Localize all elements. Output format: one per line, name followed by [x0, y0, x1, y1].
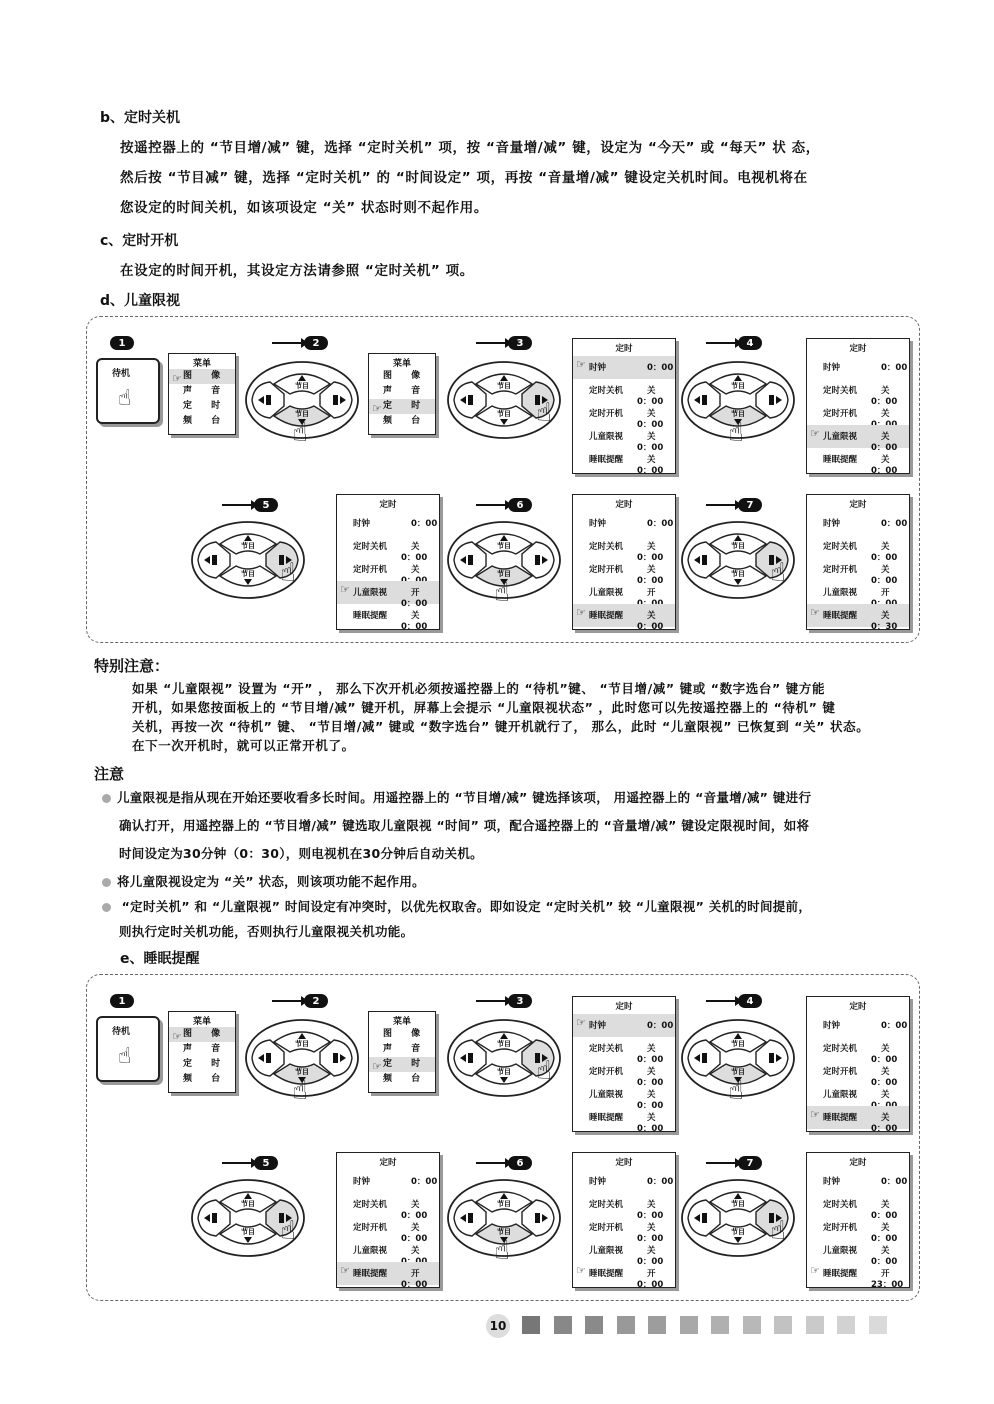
hand-icon: ☝	[770, 558, 786, 588]
step-marker	[476, 994, 532, 1008]
standby-button-illustration	[96, 1016, 160, 1082]
svg-text:节目: 节目	[241, 542, 255, 550]
timer-menu-screen	[806, 1152, 910, 1288]
timer-menu-row: 时钟 0：00	[823, 363, 908, 373]
step-marker	[222, 1156, 278, 1170]
timer-menu-title: 定时	[379, 500, 397, 510]
timer-menu-screen	[572, 996, 676, 1132]
step-number: 4	[738, 994, 762, 1008]
arrow-right-icon	[706, 1162, 736, 1164]
hand-icon: ☝	[118, 1044, 132, 1069]
footer-square	[617, 1316, 635, 1334]
step-number: 6	[508, 498, 532, 512]
timer-menu-row: 定时关机 关 0：00	[353, 542, 428, 563]
footer-square	[522, 1316, 540, 1334]
step-number: 2	[304, 994, 328, 1008]
timer-menu-row: ☞ 儿童限视 关 0：00	[807, 425, 909, 448]
timer-menu-row: 定时关机 关 0：00	[353, 1200, 428, 1221]
footer-square	[869, 1316, 887, 1334]
footer-square	[774, 1316, 792, 1334]
timer-menu-title: 定时	[849, 1158, 867, 1168]
timer-menu-screen	[572, 1152, 676, 1288]
menu-item: 频 台	[183, 416, 229, 426]
footer-square	[680, 1316, 698, 1334]
timer-menu-row: 定时关机 关 0：00	[589, 1044, 664, 1065]
arrow-right-icon	[222, 1162, 252, 1164]
timer-menu-title: 定时	[849, 344, 867, 354]
timer-menu-row: 儿童限视 关 0：00	[823, 1246, 898, 1267]
svg-text:节目: 节目	[497, 1228, 511, 1236]
special-note-line-3: 关机，再按一次 “待机” 键、 “节目增/减” 键或 “数字选台” 键开机就行了， 那么，此时 “儿童限视” 已恢复到 “关” 状态。	[132, 719, 870, 734]
hand-icon: ☝	[494, 578, 510, 608]
timer-menu-row: ☞ 睡眠提醒 关 0：00	[807, 1106, 909, 1129]
standby-button-illustration	[96, 358, 160, 424]
timer-menu-row: 儿童限视 开	[589, 588, 656, 598]
svg-text:节目: 节目	[295, 1068, 309, 1076]
svg-text:节目: 节目	[497, 542, 511, 550]
svg-text:节目: 节目	[497, 382, 511, 390]
step-number: 1	[110, 994, 134, 1008]
cursor-icon: ☞	[172, 372, 190, 385]
cursor-icon: ☞	[576, 1264, 586, 1277]
page-number: 10	[486, 1314, 510, 1338]
timer-menu-row: ☞ 时钟 0：00	[573, 1014, 675, 1037]
step-marker	[706, 994, 762, 1008]
main-menu-screen	[168, 1011, 236, 1093]
footer-square	[806, 1316, 824, 1334]
timer-menu-row: 定时开机 关 0：00	[589, 1223, 664, 1244]
cursor-icon: ☞	[172, 1030, 190, 1043]
timer-menu-row: 时钟 0：00	[823, 519, 908, 529]
timer-menu-title: 定时	[615, 1002, 633, 1012]
timer-menu-row: 时钟 0：00	[589, 519, 674, 529]
arrow-right-icon	[476, 504, 506, 506]
timer-menu-row: 儿童限视 关	[353, 1246, 420, 1256]
footer-square	[585, 1316, 603, 1334]
section-b-heading: b、定时关机	[100, 110, 181, 126]
note-bullet-3: “定时关机” 和 “儿童限视” 时间设定有冲突时，以优先权取舍。即如设定 “定时关机” 较 “儿童限视” 关机的时间提前，	[102, 893, 811, 921]
section-b-line-1: 按遥控器上的 “节目增/减” 键，选择 “定时关机” 项，按 “音量增/减” 键，设定为 “今天” 或 “每天” 状 态，	[120, 140, 820, 156]
step-marker	[272, 336, 328, 350]
timer-menu-screen	[572, 338, 676, 474]
svg-text:节目: 节目	[497, 570, 511, 578]
timer-menu-row: 定时开机 关 0：00	[589, 565, 664, 586]
step-marker	[272, 994, 328, 1008]
svg-text:节目: 节目	[497, 410, 511, 418]
timer-menu-row: 儿童限视 关 0：00	[589, 1246, 664, 1267]
menu-item: 定 时	[183, 1059, 229, 1069]
menu-item: ☞ 图 像	[169, 1027, 235, 1042]
timer-menu-row: 睡眠提醒 关 0：00	[823, 455, 898, 476]
section-c-heading: c、定时开机	[100, 233, 179, 249]
svg-text:节目: 节目	[295, 410, 309, 418]
svg-text:节目: 节目	[497, 1040, 511, 1048]
step-number: 2	[304, 336, 328, 350]
svg-text:节目: 节目	[731, 1228, 745, 1236]
menu-item: 声 音	[383, 386, 429, 396]
timer-menu-row: 定时关机 关 0：00	[589, 542, 664, 563]
svg-text:节目: 节目	[497, 1068, 511, 1076]
timer-menu-row: 定时开机 关	[823, 409, 890, 419]
svg-text:节目: 节目	[295, 382, 309, 390]
section-b-line-3: 您设定的时间关机，如该项设定 “关” 状态时则不起作用。	[120, 200, 488, 216]
cursor-icon: ☞	[576, 1016, 586, 1029]
hand-icon: ☝	[292, 418, 308, 448]
cursor-icon: ☞	[576, 606, 586, 619]
timer-menu-row: ☞ 睡眠提醒 开 0：00	[576, 1264, 664, 1290]
svg-text:节目: 节目	[731, 1068, 745, 1076]
menu-item: 频 台	[383, 1074, 429, 1084]
timer-menu-row: ☞ 睡眠提醒 开 23：00	[810, 1264, 904, 1290]
cursor-icon: ☞	[576, 358, 586, 371]
note-bullet-1-line-3: 时间设定为30分钟（0：30），则电视机在30分钟后自动关机。	[119, 846, 483, 861]
menu-title: 菜单	[392, 359, 411, 369]
timer-menu-row: 定时关机 关 0：00	[823, 386, 898, 407]
timer-menu-row: 时钟 0：00	[589, 1177, 674, 1187]
footer-square	[837, 1316, 855, 1334]
timer-menu-row: 睡眠提醒 关 0：00	[353, 611, 428, 632]
svg-text:节目: 节目	[731, 382, 745, 390]
hand-icon: ☝	[292, 1076, 308, 1106]
note-bullet-3-line-2: 则执行定时关机功能，否则执行儿童限视关机功能。	[119, 924, 414, 939]
step-number: 3	[508, 336, 532, 350]
svg-text:节目: 节目	[241, 1228, 255, 1236]
step-number: 5	[254, 498, 278, 512]
svg-text:节目: 节目	[731, 570, 745, 578]
timer-menu-row: 时钟 0：00	[353, 519, 438, 529]
menu-item: ☞ 定 时	[369, 399, 435, 414]
menu-item: 声 音	[183, 1044, 229, 1054]
cursor-icon: ☞	[810, 1108, 820, 1121]
timer-menu-row: ☞ 睡眠提醒 开 0：00	[337, 1262, 439, 1285]
arrow-right-icon	[272, 342, 302, 344]
timer-menu-title: 定时	[379, 1158, 397, 1168]
svg-text:节目: 节目	[731, 1040, 745, 1048]
hand-icon: ☝	[728, 1076, 744, 1106]
footer-square	[743, 1316, 761, 1334]
note-bullet-1: 儿童限视是指从现在开始还要收看多长时间。用遥控器上的 “节目增/减” 键选择该项， 用遥控器上的 “音量增/减” 键进行	[102, 784, 811, 812]
note-bullet-1-line-2: 确认打开，用遥控器上的 “节目增/减” 键选取儿童限视 “时间” 项，配合遥控器上的 “音量增/减” 键设定限视时间，如将	[119, 818, 810, 833]
cursor-icon: ☞	[340, 1264, 350, 1277]
timer-menu-row: 定时开机 关 0：00	[353, 1223, 428, 1244]
timer-menu-row: ☞ 儿童限视 开 0：00	[337, 581, 439, 604]
timer-menu-row: 定时关机 关 0：00	[823, 1044, 898, 1065]
menu-title: 菜单	[392, 1017, 411, 1027]
menu-title: 菜单	[192, 359, 211, 369]
timer-menu-screen	[806, 338, 910, 474]
special-note-line-2: 开机，如果您按面板上的 “节目增/减” 键开机，屏幕上会提示 “儿童限视状态” ，此时您可以先按遥控器上的 “待机” 键	[132, 700, 836, 715]
timer-menu-screen	[806, 494, 910, 630]
main-menu-screen	[368, 353, 436, 435]
cursor-icon: ☞	[810, 606, 820, 619]
menu-item: 声 音	[383, 1044, 429, 1054]
timer-menu-screen	[336, 494, 440, 630]
timer-menu-row: 定时关机 关 0：00	[589, 1200, 664, 1221]
cursor-icon: ☞	[340, 583, 350, 596]
step-marker	[706, 498, 762, 512]
special-note-line-4: 在下一次开机时，就可以正常开机了。	[132, 738, 355, 753]
timer-menu-row: ☞ 睡眠提醒 关 0：00	[573, 604, 675, 627]
arrow-right-icon	[476, 1000, 506, 1002]
step-marker	[110, 336, 134, 350]
hand-icon: ☝	[728, 418, 744, 448]
hand-icon: ☝	[280, 1216, 296, 1246]
step-marker	[222, 498, 278, 512]
timer-menu-row: 定时开机 关 0：00	[823, 565, 898, 586]
note-title: 注意	[94, 765, 125, 783]
step-number: 6	[508, 1156, 532, 1170]
arrow-right-icon	[476, 342, 506, 344]
bullet-dot-icon	[102, 903, 111, 912]
timer-menu-row: 时钟 0：00	[823, 1177, 908, 1187]
timer-menu-row: 定时开机 关 0：00	[823, 1223, 898, 1244]
timer-menu-row: 儿童限视 关	[823, 1090, 890, 1100]
step-marker	[706, 1156, 762, 1170]
cursor-icon: ☞	[810, 427, 820, 440]
svg-text:节目: 节目	[295, 1040, 309, 1048]
svg-text:节目: 节目	[731, 1200, 745, 1208]
arrow-right-icon	[706, 504, 736, 506]
timer-menu-title: 定时	[615, 500, 633, 510]
footer-square	[711, 1316, 729, 1334]
timer-menu-row: 定时开机 关 0：00	[823, 1067, 898, 1088]
arrow-right-icon	[706, 1000, 736, 1002]
timer-menu-screen	[336, 1152, 440, 1288]
svg-text:节目: 节目	[731, 542, 745, 550]
note-bullet-2: 将儿童限视设定为 “关” 状态，则该项功能不起作用。	[102, 868, 425, 896]
timer-menu-screen	[572, 494, 676, 630]
step-number: 7	[738, 1156, 762, 1170]
svg-text:节目: 节目	[497, 1200, 511, 1208]
standby-label: 待机	[112, 1027, 131, 1037]
step-marker	[476, 1156, 532, 1170]
main-menu-screen	[368, 1011, 436, 1093]
hand-icon: ☝	[280, 558, 296, 588]
step-marker	[706, 336, 762, 350]
special-note-line-1: 如果 “儿童限视” 设置为 “开” ， 那么下次开机必须按遥控器上的 “待机”键、 “节目增/减” 键或 “数字选台” 键方能	[132, 681, 826, 696]
timer-menu-row: ☞ 睡眠提醒 关 0：30	[807, 604, 909, 627]
menu-item: ☞ 图 像	[169, 369, 235, 384]
timer-menu-row: 定时开机 关 0：00	[589, 409, 664, 430]
step-marker	[110, 994, 134, 1008]
menu-item: 图 像	[383, 371, 429, 381]
timer-menu-row: 定时开机 关	[353, 565, 420, 575]
timer-menu-row: 时钟 0：00	[823, 1021, 908, 1031]
section-c-line-1: 在设定的时间开机，其设定方法请参照 “定时关机” 项。	[120, 263, 474, 279]
menu-item: 声 音	[183, 386, 229, 396]
arrow-right-icon	[222, 504, 252, 506]
step-number: 4	[738, 336, 762, 350]
hand-icon: ☝	[494, 1236, 510, 1266]
section-d-heading: d、儿童限视	[100, 293, 181, 309]
timer-menu-title: 定时	[615, 1158, 633, 1168]
arrow-right-icon	[272, 1000, 302, 1002]
svg-text:节目: 节目	[241, 570, 255, 578]
timer-menu-row: 儿童限视 关 0：00	[589, 432, 664, 453]
timer-menu-row: 儿童限视 开	[823, 588, 890, 598]
bullet-dot-icon	[102, 794, 111, 803]
standby-label: 待机	[112, 369, 131, 379]
menu-item: 定 时	[183, 401, 229, 411]
timer-menu-row: 睡眠提醒 关 0：00	[589, 1113, 664, 1134]
menu-title: 菜单	[192, 1017, 211, 1027]
timer-menu-row: 儿童限视 关 0：00	[589, 1090, 664, 1111]
step-number: 7	[738, 498, 762, 512]
hand-icon: ☝	[770, 1216, 786, 1246]
step-number: 1	[110, 336, 134, 350]
step-marker	[476, 498, 532, 512]
step-number: 5	[254, 1156, 278, 1170]
timer-menu-row: ☞ 时钟 0：00	[573, 356, 675, 379]
step-marker	[476, 336, 532, 350]
timer-menu-row: 定时关机 关 0：00	[823, 542, 898, 563]
footer-square	[648, 1316, 666, 1334]
cursor-icon: ☞	[372, 402, 390, 415]
section-e-heading: e、睡眠提醒	[120, 951, 200, 967]
cursor-icon: ☞	[372, 1060, 390, 1073]
timer-menu-screen	[806, 996, 910, 1132]
menu-item: 频 台	[183, 1074, 229, 1084]
timer-menu-title: 定时	[849, 1002, 867, 1012]
footer-square	[554, 1316, 572, 1334]
section-b-line-2: 然后按 “节目减” 键，选择 “定时关机” 的 “时间设定” 项，再按 “音量增/减” 键设定关机时间。电视机将在	[120, 170, 808, 186]
menu-item: 图 像	[383, 1029, 429, 1039]
timer-menu-row: 睡眠提醒 关 0：00	[589, 455, 664, 476]
menu-item: ☞ 定 时	[369, 1057, 435, 1072]
timer-menu-row: 时钟 0：00	[353, 1177, 438, 1187]
timer-menu-row: 定时关机 关 0：00	[823, 1200, 898, 1221]
arrow-right-icon	[706, 342, 736, 344]
timer-menu-row: 定时关机 关 0：00	[589, 386, 664, 407]
svg-text:节目: 节目	[731, 410, 745, 418]
arrow-right-icon	[476, 1162, 506, 1164]
hand-icon: ☝	[536, 398, 552, 428]
timer-menu-title: 定时	[615, 344, 633, 354]
hand-icon: ☝	[118, 386, 132, 411]
timer-menu-title: 定时	[849, 500, 867, 510]
cursor-icon: ☞	[810, 1264, 820, 1277]
hand-icon: ☝	[536, 1056, 552, 1086]
bullet-dot-icon	[102, 878, 111, 887]
main-menu-screen	[168, 353, 236, 435]
svg-text:节目: 节目	[241, 1200, 255, 1208]
menu-item: 频 台	[383, 416, 429, 426]
step-number: 3	[508, 994, 532, 1008]
special-note-title: 特别注意：	[94, 657, 170, 675]
timer-menu-row: 定时开机 关 0：00	[589, 1067, 664, 1088]
